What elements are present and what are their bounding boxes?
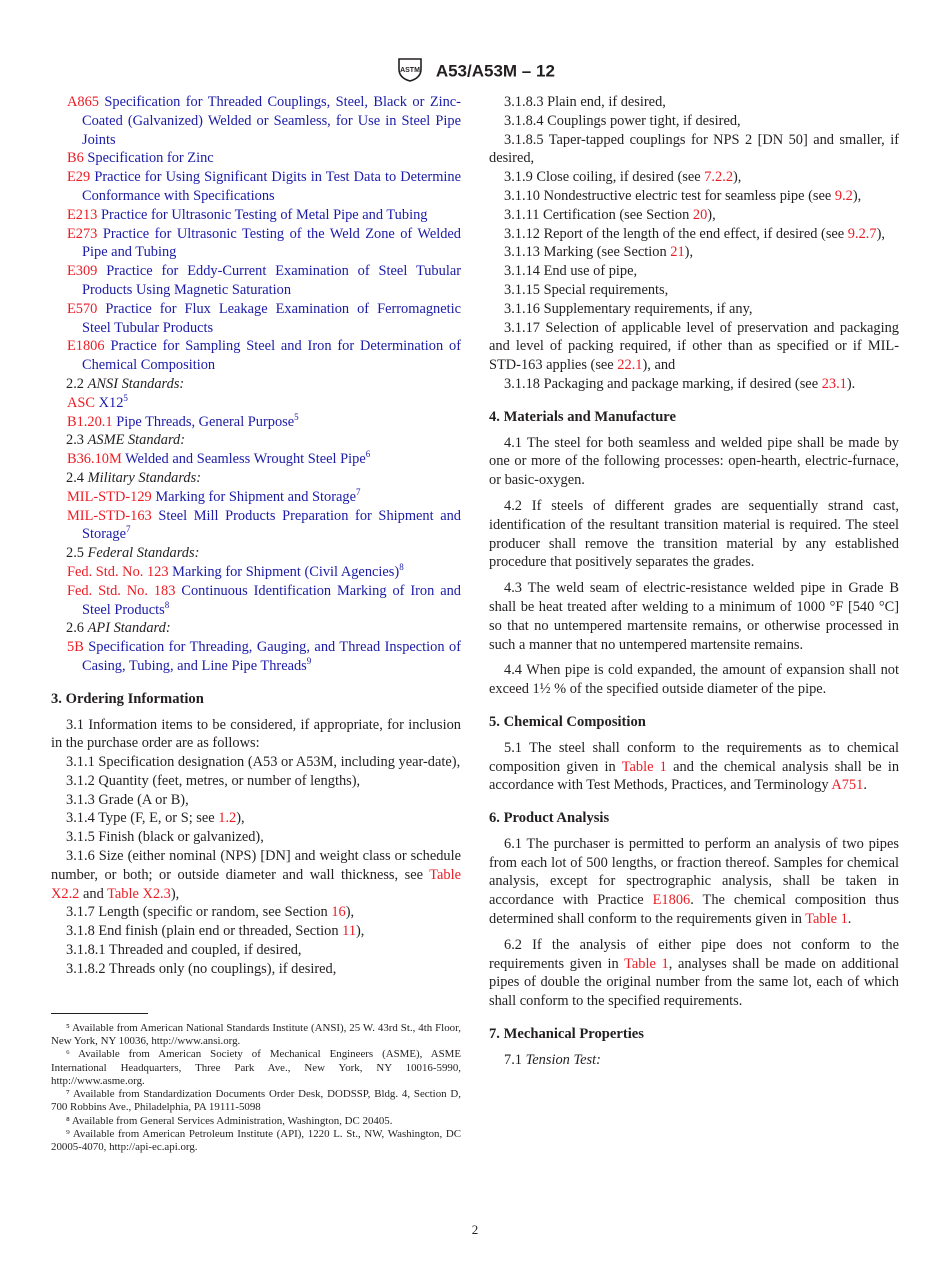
paragraph: 3.1.8.4 Couplings power tight, if desired, (504, 112, 741, 129)
reference-title: Practice for Flux Leakage Examination of Ferromagnetic Steel Tubular Products (82, 300, 461, 336)
category-asme: 2.3 ASME Standard: (66, 432, 185, 449)
paragraph: 3.1.6 Size (either nominal (NPS) [DN] and weight class or schedule number, or both; or outside diameter and wall thickness, see Table X2.2 and Table X2.3), (51, 848, 461, 902)
reference-list (51, 93, 461, 375)
category-api: 2.6 API Standard: (66, 620, 171, 637)
standard-link[interactable]: A751 (831, 777, 864, 794)
reference-item[interactable] (51, 93, 461, 149)
reference-item[interactable]: Fed. Std. No. 183 Continuous Identification Marking of Iron and Steel Products$^8$ (67, 582, 461, 618)
reference-title: Practice for Sampling Steel and Iron for Determination of Chemical Composition (82, 338, 461, 374)
section-link[interactable]: 23.1 (821, 375, 847, 392)
astm-logo-icon (395, 56, 425, 87)
reference-item[interactable]: ASC $X12^5$ (67, 392, 128, 411)
paragraph: 4.3 The weld seam of electric-resistance welded pipe in Grade B shall be heat treated after welding to a minimum of 1000 °F [540 °C] so that no untempered martensite remains, or otherwise processed in such a manner that no untempered martensite remains. (489, 580, 899, 653)
paragraph: 3.1.9 Close coiling, if desired (see 7.2.2), (504, 169, 742, 186)
paragraph: 4.4 When pipe is cold expanded, the amount of expansion shall not exceed 1½ % of the specified outside diameter of the pipe. (489, 662, 899, 698)
paragraph: 4.1 The steel for both seamless and welded pipe shall be made by one or more of the following processes: open-hearth, electric-furnace, or basic-oxygen. (489, 434, 899, 489)
paragraph: 6.1 The purchaser is permitted to perform an analysis of two pipes from each lot of 500 lengths, or fraction thereof. Samples for chemical analysis, except for spectrographic analysis, shall be taken in accordance with Practice E1806. The chemical composition thus determined shall conform to the requirements given in Table 1. (489, 835, 900, 928)
reference-item[interactable]: B1.20.1 Pipe Threads, General Purpose$^5$ (67, 411, 299, 430)
reference-item[interactable] (51, 262, 461, 300)
reference-code: E273 (67, 225, 98, 242)
reference-item[interactable]: 5B Specification for Threading, Gauging, and Thread Inspection of Casing, Tubing, and Line Pipe Threads$^9$ (67, 639, 461, 674)
reference-item[interactable]: MIL-STD-163 Steel Mill Products Preparation for Shipment and Storage$^7$ (67, 507, 461, 543)
reference-item[interactable] (51, 337, 461, 375)
reference-item[interactable] (51, 168, 461, 206)
reference-code: E213 (67, 206, 98, 223)
table-link[interactable]: Table 1 (805, 911, 848, 928)
section-link[interactable]: 7.2.2 (704, 169, 734, 186)
paragraph: 5.1 The steel shall conform to the requirements as to chemical composition given in Table 1 and the chemical analysis shall be in accordance with Test Methods, Practices, and Terminology A751. (489, 739, 900, 794)
paragraph: 3.1.2 Quantity (feet, metres, or number of lengths), (66, 772, 361, 789)
reference-title: Specification for Threaded Couplings, Steel, Black or Zinc-Coated (Galvanized) Welded or Seamless, for Use in Steel Pipe Joints (82, 94, 461, 148)
paragraph: 3.1.3 Grade (A or B), (66, 791, 189, 808)
paragraph: 3.1.13 Marking (see Section 21), (504, 244, 694, 261)
section-link[interactable]: 1.2 (218, 810, 237, 827)
paragraph: 3.1.15 Special requirements, (504, 281, 669, 298)
paragraph: 3.1.8.5 Taper-tapped couplings for NPS 2 [DN 50] and smaller, if desired, (489, 131, 899, 167)
paragraph: 3.1.7 Length (specific or random, see Section 16), (66, 904, 355, 921)
paragraph: 3.1.16 Supplementary requirements, if any, (504, 300, 753, 317)
footnote: ⁸ Available from General Services Administration, Washington, DC 20405. (66, 1114, 393, 1127)
paragraph: 7.1 Tension Test: (504, 1051, 601, 1068)
category-federal: 2.5 Federal Standards: (66, 545, 200, 562)
section-link[interactable]: 16 (331, 904, 346, 921)
page-header (0, 56, 950, 87)
section-heading-ordering: 3. Ordering Information (51, 690, 204, 707)
paragraph: 3.1.12 Report of the length of the end effect, if desired (see 9.2.7), (504, 225, 885, 242)
paragraph: 3.1.11 Certification (see Section 20), (504, 206, 716, 223)
paragraph: 3.1.8.3 Plain end, if desired, (504, 94, 666, 110)
section-heading-materials: 4. Materials and Manufacture (489, 408, 676, 425)
reference-item[interactable] (51, 149, 461, 168)
reference-code: E29 (67, 169, 91, 186)
reference-title: Specification for Zinc (87, 150, 214, 167)
section-link[interactable]: 9.2.7 (847, 225, 877, 242)
paragraph: 3.1.8.2 Threads only (no couplings), if desired, (66, 960, 337, 977)
section-heading-chemical: 5. Chemical Composition (489, 713, 646, 730)
reference-code: A865 (67, 94, 99, 110)
reference-item[interactable]: Fed. Std. No. 123 Marking for Shipment (Civil Agencies)$^8$ (67, 562, 404, 580)
section-link[interactable]: 11 (342, 923, 357, 940)
reference-code: E1806 (67, 338, 105, 355)
paragraph: 3.1.17 Selection of applicable level of preservation and packaging and level of packing required, if other than as specified or if MIL-STD-163 applies (see 22.1), and (489, 319, 899, 374)
paragraph: 6.2 If the analysis of either pipe does not conform to the requirements given in Table 1, analyses shall be made on additional pipes of double the original number from the same lot, each of which shall conform to the specified requirements. (489, 936, 900, 1010)
section-link[interactable]: 9.2 (834, 187, 853, 204)
category-military: 2.4 Military Standards: (66, 469, 201, 486)
paragraph: 3.1.8.1 Threaded and coupled, if desired, (66, 942, 302, 959)
reference-title: Practice for Using Significant Digits in Test Data to Determine Conformance with Specifications (82, 169, 461, 204)
section-heading-mechanical: 7. Mechanical Properties (489, 1026, 644, 1043)
reference-title: Practice for Ultrasonic Testing of the Weld Zone of Welded Pipe and Tubing (82, 225, 461, 261)
reference-item[interactable] (51, 206, 461, 225)
paragraph: 3.1.14 End use of pipe, (504, 263, 638, 280)
section-link[interactable]: 22.1 (617, 357, 643, 374)
paragraph: 3.1.1 Specification designation (A53 or A53M, including year-date), (66, 754, 461, 771)
paragraph: 3.1.18 Packaging and package marking, if desired (see 23.1). (504, 375, 856, 392)
table-link[interactable]: Table 1 (621, 758, 667, 775)
table-link[interactable]: Table X2.3 (107, 885, 171, 902)
paragraph: 3.1.8 End finish (plain end or threaded, Section 11), (66, 923, 365, 940)
paragraph: 3.1.10 Nondestructive electric test for seamless pipe (see 9.2), (504, 187, 862, 204)
document-title: A53/A53M – 12 (435, 61, 555, 81)
reference-title: Practice for Ultrasonic Testing of Metal Pipe and Tubing (101, 206, 428, 223)
section-link[interactable]: 20 (692, 206, 708, 223)
category-ansi: 2.2 ANSI Standards: (66, 375, 185, 392)
section-link[interactable]: 21 (670, 244, 685, 261)
table-link[interactable]: Table 1 (624, 955, 669, 972)
reference-code: E570 (67, 300, 98, 317)
section-heading-product-analysis: 6. Product Analysis (489, 810, 610, 827)
reference-code: B6 (67, 150, 84, 167)
footnote: ⁶ Available from American Society of Mechanical Engineers (ASME), ASME International Headquarters, Three Park Ave., New York, NY 10016-5990, http://www.asme.org. (51, 1048, 461, 1087)
reference-code: E309 (67, 263, 98, 280)
footnote: ⁵ Available from American National Standards Institute (ANSI), 25 W. 43rd St., 4th Floor, New York, NY 10036, http://www.ansi.org. (51, 1021, 461, 1047)
footnote-divider (51, 1013, 148, 1014)
right-column (489, 93, 899, 1070)
footnote: ⁹ Available from American Petroleum Institute (API), 1220 L. St., NW, Washington, DC 20005-4070, http://api-ec.api.org. (51, 1128, 461, 1154)
paragraph: 3.1 Information items to be considered, if appropriate, for inclusion in the purchase order are as follows: (51, 716, 461, 752)
footnote: ⁷ Available from Standardization Documents Order Desk, DODSSP, Bldg. 4, Section D, 700 Robbins Ave., Philadelphia, PA 19111-5098 (51, 1088, 461, 1114)
standard-link[interactable]: E1806 (652, 892, 691, 909)
reference-title: Practice for Eddy-Current Examination of Steel Tubular Products Using Magnetic Saturation (82, 263, 461, 298)
paragraph: 4.2 If steels of different grades are sequentially strand cast, identification of the resultant transition material is required. The steel producer shall remove the transition material by any established procedure that positively separates the grades. (489, 497, 899, 571)
reference-item[interactable]: MIL-STD-129 Marking for Shipment and Storage$^7$ (67, 486, 361, 505)
paragraph: 3.1.4 Type (F, E, or S; see 1.2), (66, 810, 245, 827)
paragraph: 3.1.5 Finish (black or galvanized), (66, 829, 264, 846)
reference-item[interactable] (51, 225, 461, 263)
reference-item[interactable] (51, 300, 461, 338)
page-number: 2 (471, 1222, 479, 1237)
reference-item[interactable]: B36.10M Welded and Seamless Wrought Steel Pipe$^6$ (67, 449, 371, 468)
left-column (51, 93, 461, 1155)
svg-text:ASTM: ASTM (400, 67, 421, 74)
table-link[interactable]: Table X2.2 (51, 866, 461, 902)
